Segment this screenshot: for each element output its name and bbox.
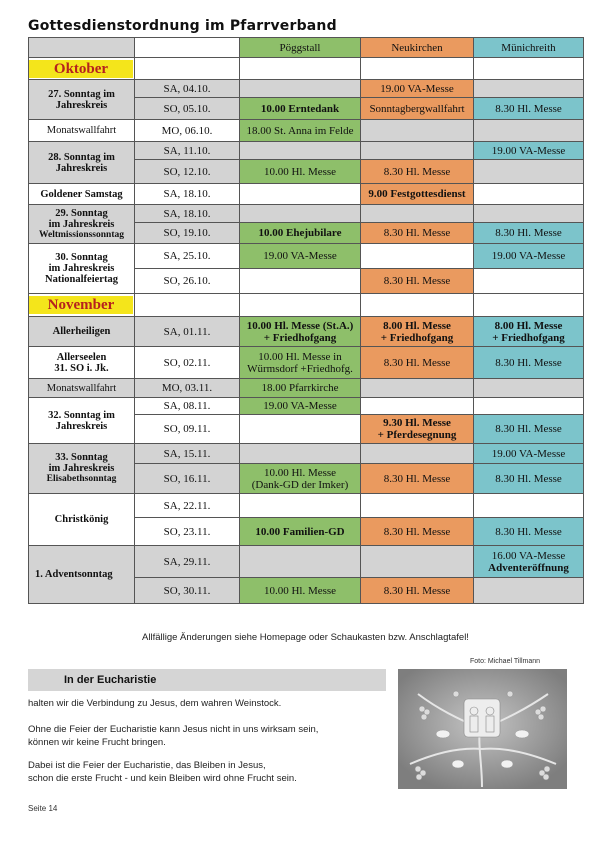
month-row-november	[29, 294, 584, 317]
month-cell	[29, 58, 135, 80]
cell-line: 10.00 Hl. Messe in	[258, 350, 342, 363]
neukirchen-cell: 8.30 Hl. Messe	[361, 518, 474, 546]
paragraph	[28, 759, 378, 785]
cell-line: + Friedhofgang	[380, 331, 454, 344]
muenichreith-cell	[474, 379, 584, 398]
page-number: Seite 14	[28, 804, 58, 813]
event-name-line: Nationalfeiertag	[45, 274, 118, 285]
table-header-row	[29, 38, 584, 58]
empty-cell	[361, 294, 474, 317]
poeggstall-cell: 19.00 VA-Messe	[240, 398, 361, 415]
neukirchen-cell	[361, 317, 474, 347]
event-name-line: im Jahreskreis	[48, 263, 115, 274]
muenichreith-cell	[474, 120, 584, 142]
muenichreith-cell: 8.30 Hl. Messe	[474, 464, 584, 494]
date-cell: SA, 11.10.	[135, 142, 240, 160]
cell-line: + Pferdesegnung	[377, 429, 457, 441]
date-cell: SO, 12.10.	[135, 160, 240, 184]
neukirchen-cell: 8.30 Hl. Messe	[361, 269, 474, 294]
event-name: 32. Sonntag im Jahreskreis	[29, 398, 135, 444]
neukirchen-cell: 8.30 Hl. Messe	[361, 347, 474, 379]
relief-photo	[398, 669, 567, 789]
muenichreith-cell	[474, 578, 584, 604]
empty-cell	[240, 294, 361, 317]
poeggstall-cell	[240, 464, 361, 494]
poeggstall-cell: 18.00 St. Anna im Felde	[240, 120, 361, 142]
header-empty-name	[29, 38, 135, 58]
header-empty-date	[135, 38, 240, 58]
date-cell: SO, 09.11.	[135, 415, 240, 444]
cell-line: Adventeröffnung	[488, 561, 569, 574]
event-name: 27. Sonntag im Jahreskreis	[29, 80, 135, 120]
neukirchen-cell: Sonntagbergwallfahrt	[361, 98, 474, 120]
event-name-line: Allerseelen	[56, 351, 107, 363]
date-cell: SO, 30.11.	[135, 578, 240, 604]
neukirchen-cell	[361, 546, 474, 578]
event-name: Christkönig	[29, 494, 135, 546]
date-cell: MO, 06.10.	[135, 120, 240, 142]
date-cell: SA, 18.10.	[135, 184, 240, 205]
poeggstall-cell	[240, 347, 361, 379]
muenichreith-cell	[474, 494, 584, 518]
event-name-line: 31. SO i. Jk.	[54, 362, 109, 374]
date-cell: SA, 29.11.	[135, 546, 240, 578]
poeggstall-cell	[240, 205, 361, 223]
muenichreith-cell: 8.30 Hl. Messe	[474, 415, 584, 444]
neukirchen-cell: 9.00 Festgottesdienst	[361, 184, 474, 205]
cell-line: + Friedhofgang	[492, 331, 565, 344]
table-row	[29, 120, 584, 142]
poeggstall-cell: 10.00 Familien-GD	[240, 518, 361, 546]
neukirchen-cell	[361, 142, 474, 160]
neukirchen-cell	[361, 398, 474, 415]
poeggstall-cell	[240, 546, 361, 578]
table-row	[29, 244, 584, 269]
cell-line: 8.00 Hl. Messe	[383, 319, 451, 332]
poeggstall-cell	[240, 317, 361, 347]
empty-cell	[474, 294, 584, 317]
event-name-line: im Jahreskreis	[48, 218, 115, 230]
paragraph-line: Ohne die Feier der Eucharistie kann Jesus nicht in uns wirksam sein,	[28, 724, 319, 735]
cell-line: (Dank-GD der Imker)	[251, 478, 349, 491]
poeggstall-cell	[240, 80, 361, 98]
cell-line: 10.00 Hl. Messe	[263, 466, 337, 479]
paragraph	[28, 723, 378, 749]
empty-cell	[361, 58, 474, 80]
event-name-line: 29. Sonntag	[55, 207, 108, 219]
muenichreith-cell: 8.30 Hl. Messe	[474, 98, 584, 120]
table-row	[29, 205, 584, 223]
paragraph-line: Dabei ist die Feier der Eucharistie, das Bleiben in Jesus,	[28, 760, 266, 771]
neukirchen-cell	[361, 244, 474, 269]
poeggstall-cell	[240, 415, 361, 444]
date-cell: SA, 25.10.	[135, 244, 240, 269]
neukirchen-cell	[361, 205, 474, 223]
date-cell: SO, 26.10.	[135, 269, 240, 294]
empty-cell	[240, 58, 361, 80]
cell-line: 10.00 Hl. Messe (St.A.)	[246, 319, 354, 332]
muenichreith-cell	[474, 184, 584, 205]
event-name: Goldener Samstag	[29, 184, 135, 205]
muenichreith-cell	[474, 546, 584, 578]
poeggstall-cell: 10.00 Ehejubilare	[240, 223, 361, 244]
date-cell: SA, 01.11.	[135, 317, 240, 347]
month-label-november: November	[29, 296, 133, 314]
section-heading	[28, 669, 386, 691]
page-title: Gottesdienstordnung im Pfarrverband	[28, 18, 337, 34]
muenichreith-cell: 8.30 Hl. Messe	[474, 518, 584, 546]
empty-cell	[474, 58, 584, 80]
neukirchen-cell	[361, 494, 474, 518]
poeggstall-cell: 10.00 Hl. Messe	[240, 578, 361, 604]
photo-credit: Foto: Michael Tillmann	[470, 658, 541, 665]
date-cell: SA, 22.11.	[135, 494, 240, 518]
poeggstall-cell	[240, 494, 361, 518]
table-row	[29, 444, 584, 464]
paragraph-line: können wir keine Frucht bringen.	[28, 737, 166, 748]
table-row	[29, 184, 584, 205]
neukirchen-cell: 8.30 Hl. Messe	[361, 223, 474, 244]
event-name	[29, 347, 135, 379]
muenichreith-cell: 19.00 VA-Messe	[474, 244, 584, 269]
date-cell: SA, 15.11.	[135, 444, 240, 464]
month-label-october: Oktober	[29, 60, 133, 78]
event-name: Monatswallfahrt	[29, 120, 135, 142]
event-name-line: im Jahreskreis	[48, 463, 115, 474]
muenichreith-cell: 19.00 VA-Messe	[474, 142, 584, 160]
neukirchen-cell: 8.30 Hl. Messe	[361, 578, 474, 604]
paragraph-line: schon die erste Frucht - und kein Bleiben wird ohne Frucht sein.	[28, 773, 297, 784]
muenichreith-cell: 19.00 VA-Messe	[474, 444, 584, 464]
event-name	[29, 444, 135, 494]
month-cell	[29, 294, 135, 317]
poeggstall-cell: 19.00 VA-Messe	[240, 244, 361, 269]
neukirchen-cell: 19.00 VA-Messe	[361, 80, 474, 98]
date-cell: SO, 23.11.	[135, 518, 240, 546]
table-row	[29, 80, 584, 98]
poeggstall-cell: 10.00 Hl. Messe	[240, 160, 361, 184]
table-row	[29, 398, 584, 415]
event-name: Allerheiligen	[29, 317, 135, 347]
muenichreith-cell	[474, 269, 584, 294]
table-row	[29, 494, 584, 518]
cell-line: 16.00 VA-Messe	[491, 549, 566, 562]
event-name: 28. Sonntag im Jahreskreis	[29, 142, 135, 184]
header-poeggstall: Pöggstall	[240, 38, 361, 58]
cell-line: 8.00 Hl. Messe	[494, 319, 563, 332]
event-name: 1. Adventsonntag	[29, 546, 135, 604]
event-name-line: Elisabethsonntag	[46, 474, 117, 484]
muenichreith-cell: 8.30 Hl. Messe	[474, 347, 584, 379]
neukirchen-cell: 8.30 Hl. Messe	[361, 160, 474, 184]
date-cell: MO, 03.11.	[135, 379, 240, 398]
event-name	[29, 205, 135, 244]
neukirchen-cell	[361, 120, 474, 142]
table-row	[29, 142, 584, 160]
table-row	[29, 379, 584, 398]
date-cell: SO, 02.11.	[135, 347, 240, 379]
neukirchen-cell	[361, 444, 474, 464]
empty-cell	[135, 294, 240, 317]
poeggstall-cell: 10.00 Erntedank	[240, 98, 361, 120]
poeggstall-cell: 18.00 Pfarrkirche	[240, 379, 361, 398]
date-cell: SO, 19.10.	[135, 223, 240, 244]
date-cell: SA, 18.10.	[135, 205, 240, 223]
relief-image	[398, 669, 567, 789]
event-name-line: Weltmissionssonntag	[39, 229, 124, 240]
changes-note: Allfällige Änderungen siehe Homepage oder Schaukasten bzw. Anschlagtafel!	[142, 632, 469, 643]
neukirchen-cell: 8.30 Hl. Messe	[361, 464, 474, 494]
poeggstall-cell	[240, 444, 361, 464]
table-row	[29, 317, 584, 347]
header-neukirchen: Neukirchen	[361, 38, 474, 58]
poeggstall-cell	[240, 142, 361, 160]
muenichreith-cell: 8.30 Hl. Messe	[474, 223, 584, 244]
event-name-line: 33. Sonntag	[55, 452, 108, 463]
cell-line: + Friedhofgang	[263, 331, 337, 344]
cell-line: 9.30 Hl. Messe	[383, 417, 451, 429]
empty-cell	[135, 58, 240, 80]
muenichreith-cell	[474, 205, 584, 223]
muenichreith-cell	[474, 317, 584, 347]
muenichreith-cell	[474, 80, 584, 98]
paragraph: halten wir die Verbindung zu Jesus, dem wahren Weinstock.	[28, 698, 282, 709]
section-heading-text: In der Eucharistie	[64, 674, 157, 686]
muenichreith-cell	[474, 398, 584, 415]
date-cell: SO, 16.11.	[135, 464, 240, 494]
event-name-line: 30. Sonntag	[55, 252, 108, 263]
date-cell: SO, 05.10.	[135, 98, 240, 120]
date-cell: SA, 04.10.	[135, 80, 240, 98]
poeggstall-cell	[240, 184, 361, 205]
table-row	[29, 546, 584, 578]
month-row-october	[29, 58, 584, 80]
event-name: Monatswallfahrt	[29, 379, 135, 398]
neukirchen-cell	[361, 379, 474, 398]
cell-line: Würmsdorf +Friedhofg.	[247, 362, 353, 375]
poeggstall-cell	[240, 269, 361, 294]
event-name	[29, 244, 135, 294]
table-row	[29, 347, 584, 379]
header-muenichreith: Münichreith	[474, 38, 584, 58]
muenichreith-cell	[474, 160, 584, 184]
neukirchen-cell	[361, 415, 474, 444]
schedule-table	[28, 37, 584, 604]
date-cell: SA, 08.11.	[135, 398, 240, 415]
